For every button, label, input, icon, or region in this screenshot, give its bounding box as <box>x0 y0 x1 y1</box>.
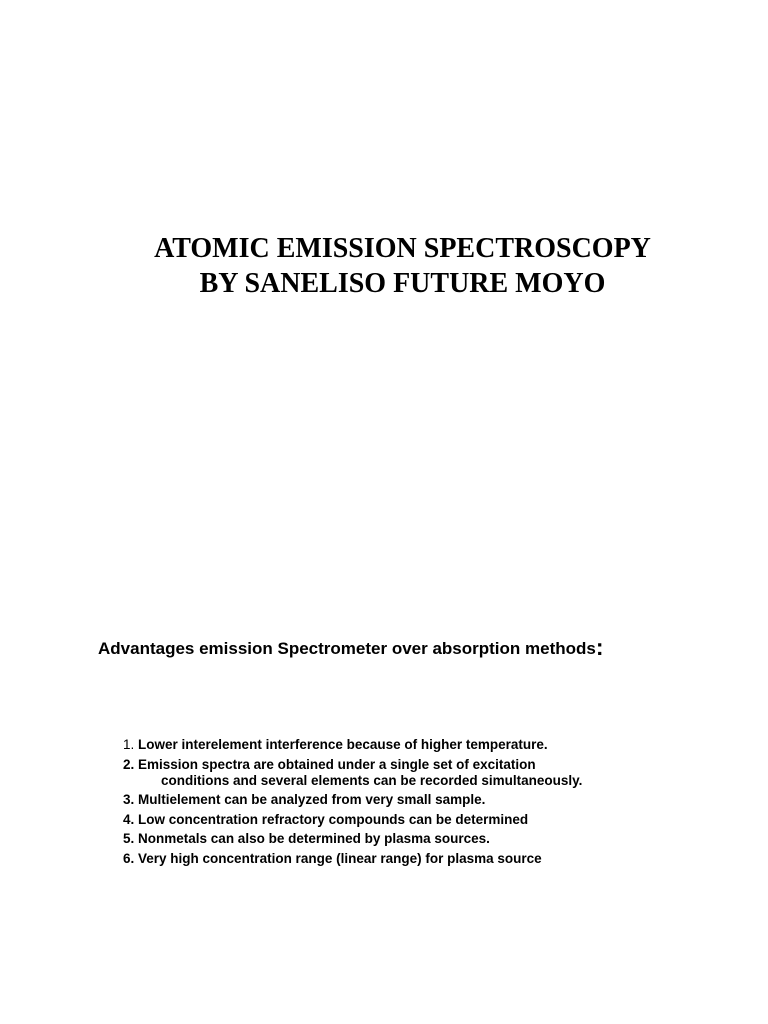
advantages-heading <box>98 636 604 660</box>
list-item-number: 6. <box>123 850 135 866</box>
list-item <box>123 831 582 847</box>
list-item-text: Multielement can be analyzed from very small sample. <box>138 792 486 807</box>
list-item-text: Emission spectra are obtained under a single set of excitation <box>138 756 536 772</box>
list-item-number: 3. <box>123 792 135 807</box>
list-item <box>123 812 582 828</box>
list-item <box>123 737 582 753</box>
list-item <box>123 757 582 789</box>
advantages-heading-text: Advantages emission Spectrometer over absorption methods <box>98 639 596 658</box>
list-item <box>123 792 582 808</box>
list-item-number: 5. <box>123 831 135 846</box>
list-item-text: Nonmetals can also be determined by plasma sources. <box>138 831 490 846</box>
advantages-heading-colon: : <box>595 634 604 660</box>
title-line-2: BY SANELISO FUTURE MOYO <box>199 268 606 299</box>
list-item-text: Very high concentration range (linear range) for plasma source <box>138 850 542 866</box>
advantages-list <box>123 737 582 870</box>
document-title <box>0 231 768 301</box>
list-item-number: 4. <box>123 811 135 827</box>
list-item-number: 2. <box>123 756 135 772</box>
list-item-text: Low concentration refractory compounds can be determined <box>138 811 529 827</box>
title-line-1: ATOMIC EMISSION SPECTROSCOPY <box>154 233 651 264</box>
list-item-continuation: conditions and several elements can be recorded simultaneously. <box>161 772 583 788</box>
list-item-number: 1. <box>123 737 135 752</box>
list-item-text: Lower interelement interference because of higher temperature. <box>138 737 548 752</box>
list-item <box>123 851 582 867</box>
